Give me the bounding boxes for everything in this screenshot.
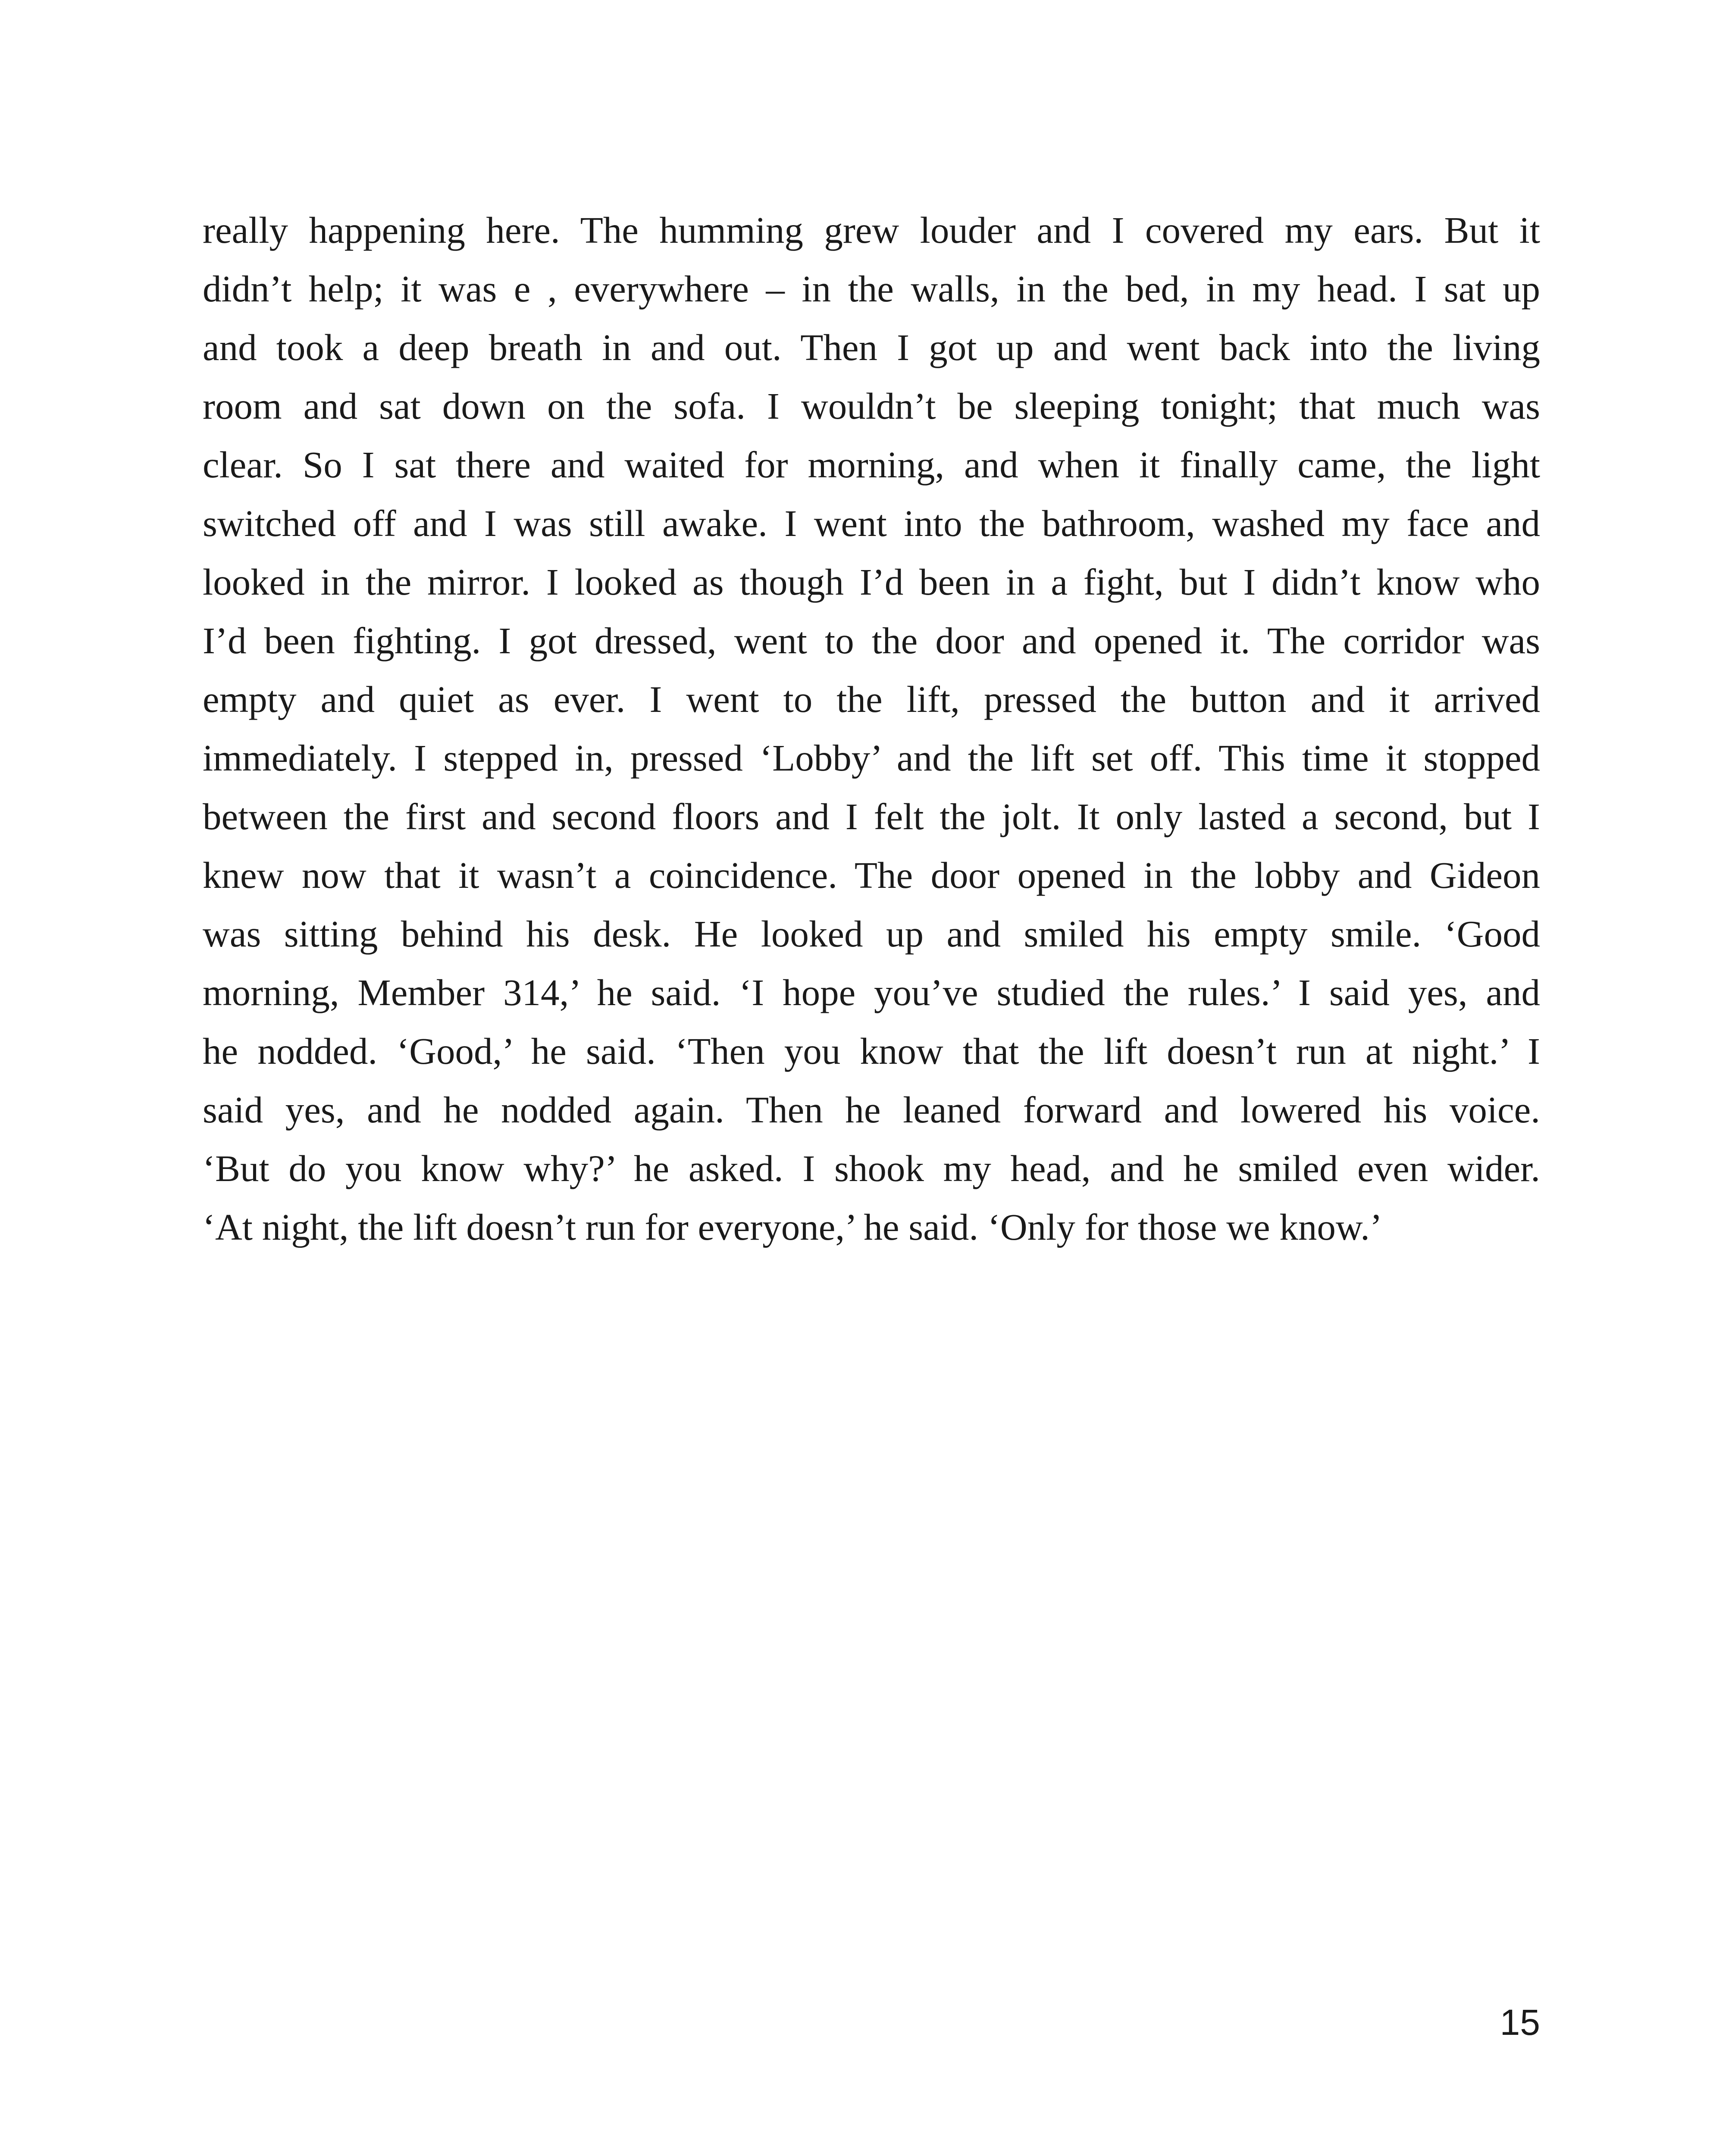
text-line: I’d been fighting. I got dressed, went to the door and opened it. The corridor was xyxy=(203,620,1540,661)
text-line: said yes, and he nodded again. Then he leaned forward and lowered his voice. xyxy=(203,1089,1540,1131)
text-line: empty and quiet as ever. I went to the lift, pressed the button and it arrived xyxy=(203,678,1540,720)
text-line: and took a deep breath in and out. Then I got up and went back into the living xyxy=(203,326,1540,368)
text-line: he nodded. ‘Good,’ he said. ‘Then you know that the lift doesn’t run at night.’ I xyxy=(203,1030,1540,1072)
text-line: clear. So I sat there and waited for morning, and when it finally came, the light xyxy=(203,444,1540,486)
text-line: room and sat down on the sofa. I wouldn’t be sleeping tonight; that much was xyxy=(203,385,1540,427)
text-line: ‘But do you know why?’ he asked. I shook my head, and he smiled even wider. xyxy=(203,1147,1540,1189)
text-line-last: ‘At night, the lift doesn’t run for everyone,’ he said. ‘Only for those we know.’ xyxy=(203,1206,1382,1248)
text-line: looked in the mirror. I looked as though I’d been in a fight, but I didn’t know who xyxy=(203,561,1540,603)
text-line: switched off and I was still awake. I went into the bathroom, washed my face and xyxy=(203,502,1540,544)
page-number: 15 xyxy=(1500,2002,1540,2043)
text-line: between the first and second floors and I felt the jolt. It only lasted a second, but I xyxy=(203,796,1540,837)
text-line: didn’t help; it was e , everywhere – in the walls, in the bed, in my head. I sat up xyxy=(203,268,1540,310)
text-line: morning, Member 314,’ he said. ‘I hope you’ve studied the rules.’ I said yes, and xyxy=(203,971,1540,1013)
text-line: immediately. I stepped in, pressed ‘Lobby’ and the lift set off. This time it stopped xyxy=(203,737,1540,779)
text-line: was sitting behind his desk. He looked up and smiled his empty smile. ‘Good xyxy=(203,913,1540,955)
text-line: knew now that it wasn’t a coincidence. The door opened in the lobby and Gideon xyxy=(203,854,1540,896)
text-line: really happening here. The humming grew louder and I covered my ears. But it xyxy=(203,209,1540,251)
body-paragraph xyxy=(203,201,1540,1257)
